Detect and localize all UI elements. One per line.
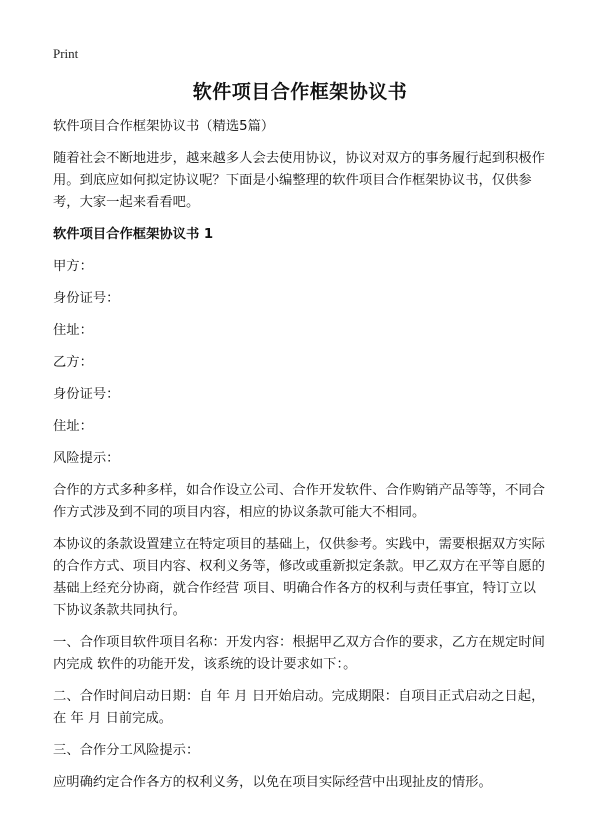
party-a-id-field: 身份证号： — [53, 291, 120, 306]
party-b-field: 乙方： — [53, 355, 93, 370]
cooperation-modes-paragraph: 合作的方式多种多样，如合作设立公司、合作开发软件、合作购销产品等等，不同合作方式涉及到不同的项目内容，相应的协议条款可能大不相同。 — [53, 483, 545, 520]
clause-basis-paragraph: 本协议的条款设置建立在特定项目的基础上，仅供参考。实践中，需要根据双方实际的合作方式、项目内容、权利义务等，修改或重新拟定条款。甲乙双方在平等自愿的基础上经充分协商，就合作经营 项目、明确合作各方的权利与责任事宜，特订立以下协议条款共同执行。 — [53, 537, 545, 618]
print-label: Print — [53, 46, 79, 61]
rights-duties-paragraph: 应明确约定合作各方的权利义务，以免在项目实际经营中出现扯皮的情形。 — [53, 775, 492, 790]
party-a-address-field: 住址： — [53, 323, 93, 338]
party-b-address-field: 住址： — [53, 419, 93, 434]
risk-notice-label: 风险提示： — [53, 451, 120, 466]
party-a-field: 甲方： — [53, 259, 93, 274]
document-title: 软件项目合作框架协议书 — [192, 81, 408, 103]
party-b-id-field: 身份证号： — [53, 387, 120, 402]
document-body — [53, 116, 548, 804]
item-one-paragraph: 一、合作项目软件项目名称：开发内容：根据甲乙双方合作的要求，乙方在规定时间内完成 软件的功能开发，该系统的设计要求如下：。 — [53, 635, 545, 672]
section-heading: 软件项目合作框架协议书 1 — [53, 227, 214, 242]
document-subtitle: 软件项目合作框架协议书（精选5篇） — [53, 119, 275, 134]
item-three-paragraph: 三、合作分工风险提示： — [53, 743, 200, 758]
item-two-paragraph: 二、合作时间启动日期：自 年 月 日开始启动。完成期限：自项目正式启动之日起，在 年 月 日前完成。 — [53, 689, 545, 726]
intro-paragraph: 随着社会不断地进步，越来越多人会去使用协议，协议对双方的事务履行起到积极作用。到底应如何拟定协议呢？下面是小编整理的软件项目合作框架协议书，仅供参考，大家一起来看看吧。 — [53, 151, 545, 210]
